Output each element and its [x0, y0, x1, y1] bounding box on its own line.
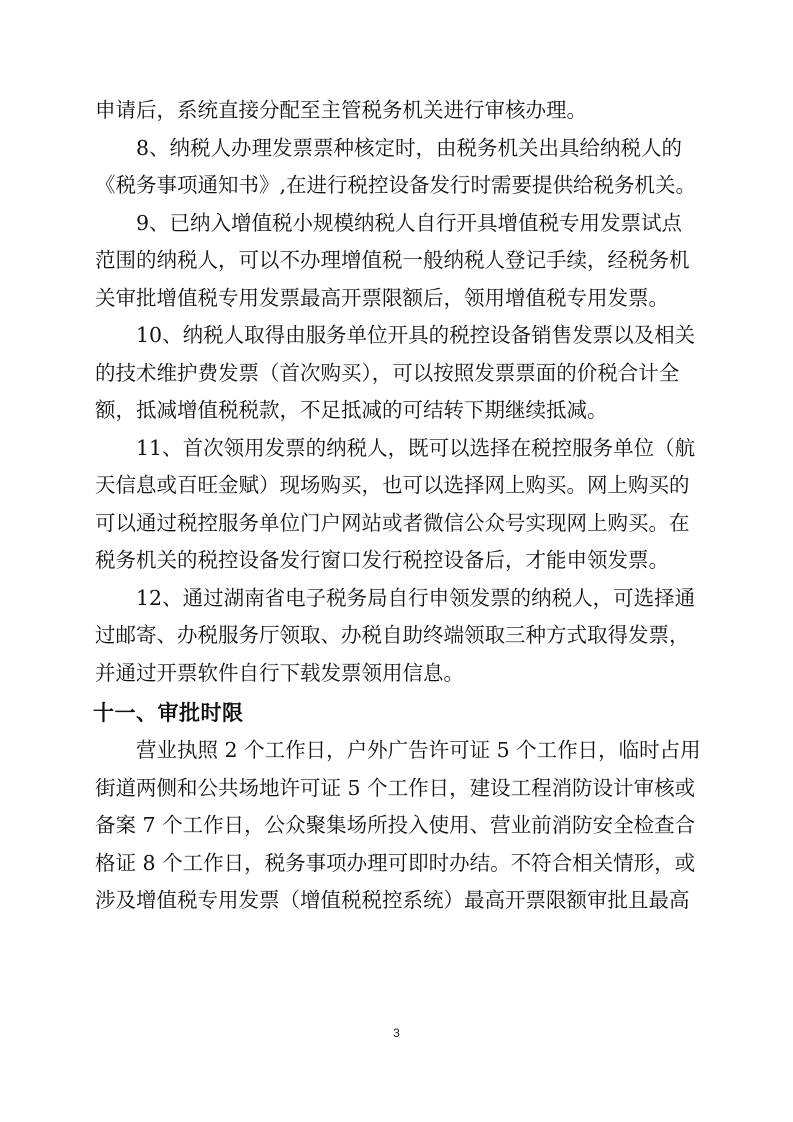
section-heading: 十一、审批时限 [93, 701, 244, 725]
paragraph-item-12 [95, 580, 705, 693]
paragraph-item-11 [95, 430, 705, 580]
text-line: 范围的纳税人，可以不办理增值税一般纳税人登记手续，经税务机 [95, 248, 690, 272]
text-line: 备案 7 个工作日，公众聚集场所投入使用、营业前消防安全检查合 [95, 813, 696, 837]
text-line: 《税务事项通知书》,在进行税控设备发行时需要提供给税务机关。 [95, 173, 697, 197]
text-line: 申请后，系统直接分配至主管税务机关进行审核办理。 [95, 98, 587, 122]
document-body [95, 92, 705, 920]
text-line: 12、通过湖南省电子税务局自行申领发票的纳税人，可选择通 [136, 585, 696, 610]
paragraph-item-9 [95, 205, 705, 318]
text-line: 涉及增值税专用发票（增值税税控系统）最高开票限额审批且最高 [95, 888, 690, 912]
text-line: 可以通过税控服务单位门户网站或者微信公众号实现网上购买。在 [95, 510, 690, 535]
paragraph-item-8 [95, 130, 705, 205]
text-line: 天信息或百旺金赋）现场购买，也可以选择网上购买。网上购买的 [95, 473, 690, 497]
text-line: 营业执照 2 个工作日，户外广告许可证 5 个工作日，临时占用 [136, 738, 701, 762]
paragraph-approval-time [95, 732, 705, 920]
text-line: 额，抵减增值税税款，不足抵减的可结转下期继续抵减。 [95, 398, 608, 422]
text-line: 11、首次领用发票的纳税人，既可以选择在税控服务单位（航 [136, 435, 696, 460]
text-line: 过邮寄、办税服务厅领取、办税自助终端领取三种方式取得发票， [95, 623, 690, 647]
text-line: 10、纳税人取得由服务单位开具的税控设备销售发票以及相关 [136, 323, 696, 347]
text-line: 税务机关的税控设备发行窗口发行税控设备后，才能申领发票。 [95, 548, 669, 572]
text-line: 街道两侧和公共场地许可证 5 个工作日，建设工程消防设计审核或 [95, 775, 696, 800]
text-line: 9、已纳入增值税小规模纳税人自行开具增值税专用发票试点 [136, 210, 683, 235]
text-line: 并通过开票软件自行下载发票领用信息。 [95, 660, 464, 685]
text-line: 的技术维护费发票（首次购买），可以按照发票票面的价税合计全 [95, 360, 680, 385]
text-line: 格证 8 个工作日，税务事项办理可即时办结。不符合相关情形，或 [95, 850, 696, 875]
paragraph-continuation [95, 92, 705, 130]
page-number: 3 [393, 1026, 400, 1040]
text-line: 关审批增值税专用发票最高开票限额后，领用增值税专用发票。 [95, 285, 669, 310]
paragraph-item-10 [95, 317, 705, 430]
text-line: 8、纳税人办理发票票种核定时，由税务机关出具给纳税人的 [136, 135, 683, 160]
